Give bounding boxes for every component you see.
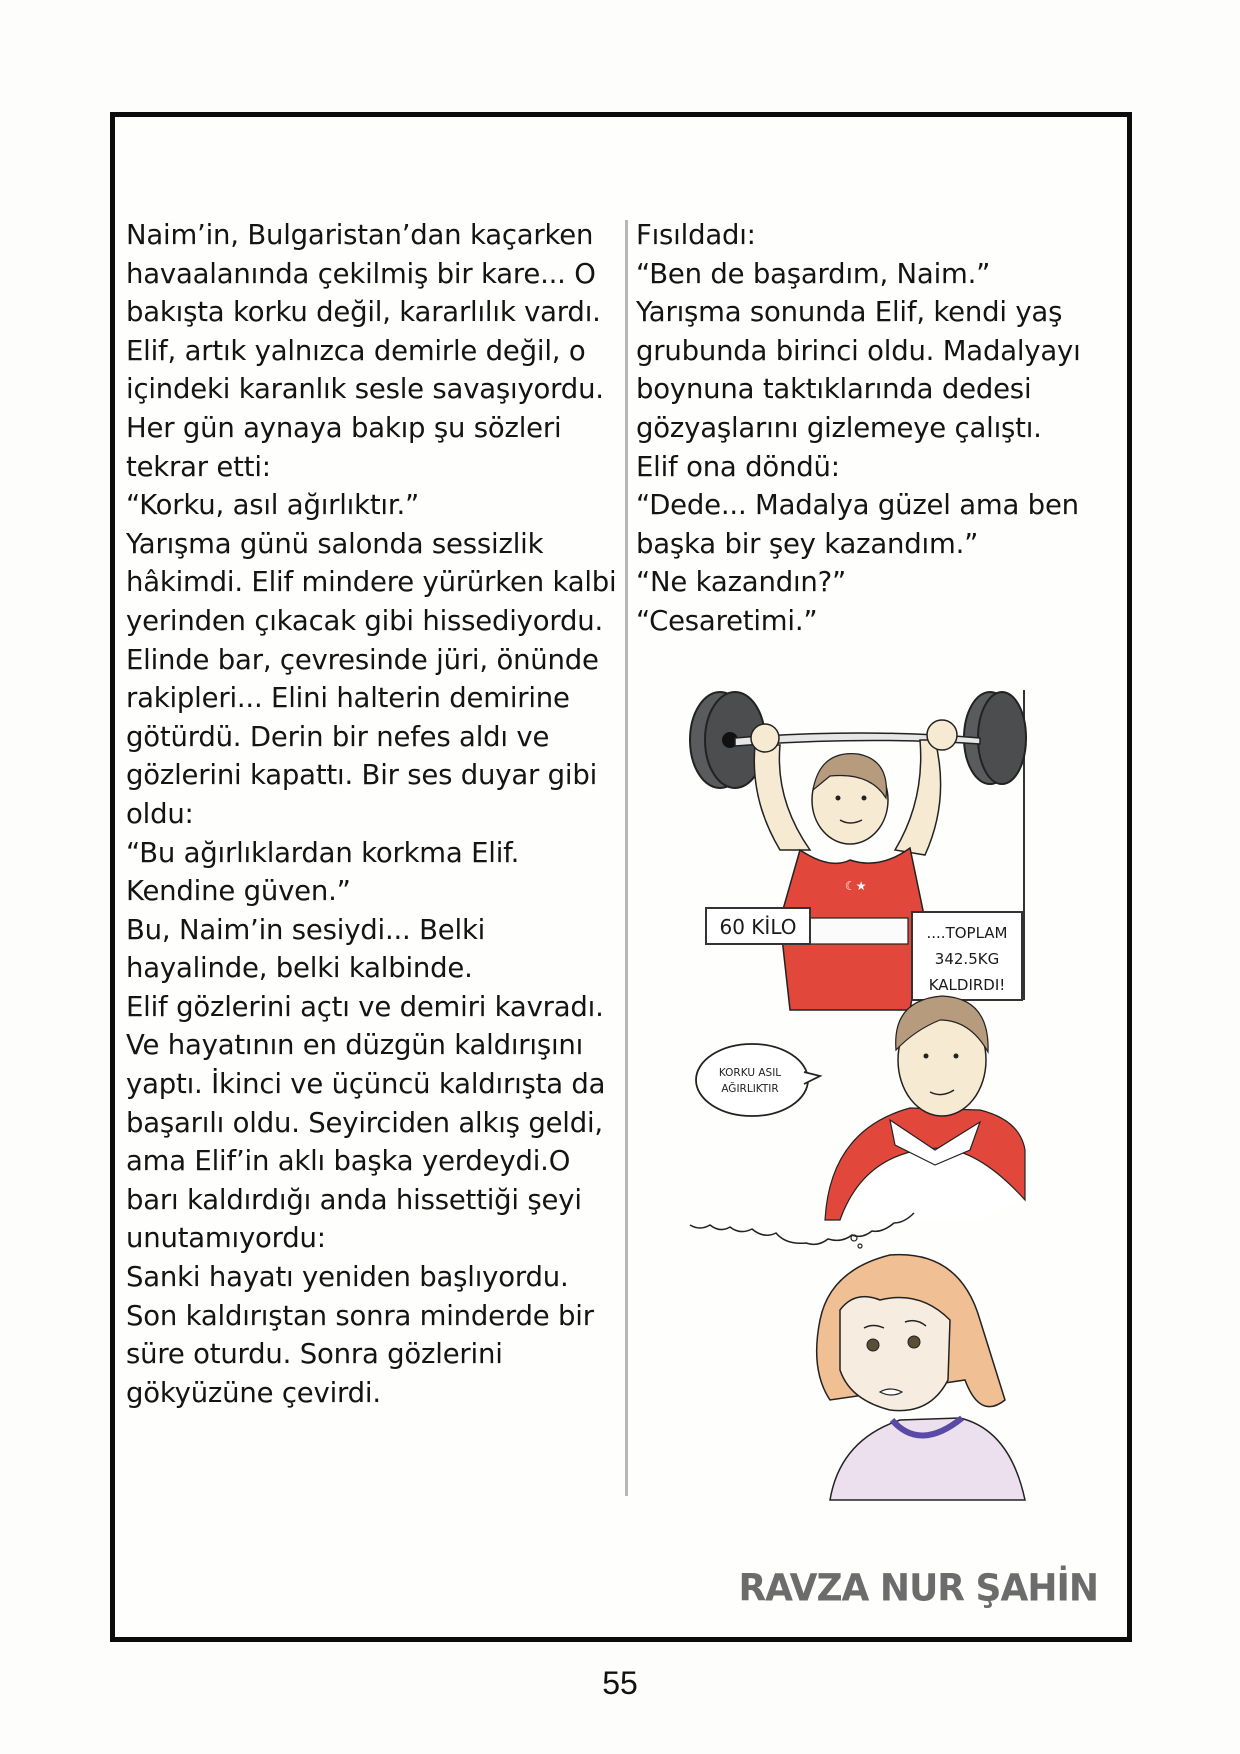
left-text-line: başarılı oldu. Seyirciden alkış geldi, [126,1106,603,1139]
eye [862,796,867,801]
eye [954,1054,959,1059]
left-text-line: ama Elif’in aklı başka yerdeydi.O [126,1145,571,1178]
right-text-line: “Ne kazandın?” [636,566,847,599]
speech-bubble [696,1044,808,1116]
column-divider [625,220,628,1496]
elif-panel [817,1255,1025,1500]
left-text-line: unutamıyordu: [126,1222,326,1255]
girl-shirt [830,1418,1025,1500]
right-text-line: Fısıldadı: [636,219,756,251]
left-text-line: Elif gözlerini açtı ve demiri kavradı. [126,990,604,1023]
caption-total [912,912,1022,1000]
right-text-line: başka bir şey kazandım.” [636,527,979,560]
left-text-line: Elif, artık yalnızca demirle değil, o [126,334,586,367]
right-text-line: gözyaşlarını gizlemeye çalıştı. [636,411,1042,444]
speech-bubble-tail [804,1072,820,1084]
left-text-line: “Korku, asıl ağırlıktır.” [126,489,420,522]
total-label-line-3: KALDIRDI! [928,976,1006,994]
right-text-line: “Dede... Madalya güzel ama ben [636,489,1079,522]
left-text-line: hâkimdi. Elif mindere yürürken kalbi [126,566,617,599]
girl-eye [867,1339,879,1351]
right-text-line: “Ben de başardım, Naim.” [636,257,991,290]
left-arm [754,745,810,850]
weight-class-label: 60 KİLO [719,915,797,939]
speech-line-2: AĞIRLIKTIR [721,1083,779,1095]
eye [924,1054,929,1059]
left-text-line: Naim’in, Bulgaristan’dan kaçarken [126,219,594,251]
right-text-line: “Cesaretimi.” [636,604,818,637]
page-number: 55 [602,1665,638,1701]
right-text-line: Elif ona döndü: [636,450,840,483]
left-text-line: yaptı. İkinci ve üçüncü kaldırışta da [126,1068,606,1101]
left-text-line: yerinden çıkacak gibi hissediyordu. [126,604,604,637]
right-text-line: boynuna taktıklarında dedesi [636,373,1032,406]
speech-line-1: KORKU ASIL [718,1067,782,1079]
illustration [680,680,1040,1510]
left-text-line: Ve hayatının en düzgün kaldırışını [126,1029,584,1062]
left-text-line: hayalinde, belki kalbinde. [126,952,473,985]
thought-dot [858,1244,862,1248]
flag-emblem: ☾★ [845,879,867,893]
left-text-line: havaalanında çekilmiş bir kare... O [126,257,596,290]
right-fist [927,720,957,750]
author-name: RAVZA NUR ŞAHİN [738,1566,1098,1611]
caption-weight-class [706,908,810,944]
eye [836,796,841,801]
right-text-line: Yarışma sonunda Elif, kendi yaş [636,296,1063,329]
left-text-line: gözlerini kapattı. Bir ses duyar gibi [126,759,598,792]
left-text-line: Elinde bar, çevresinde jüri, önünde [126,643,599,676]
left-text-line: Kendine güven.” [126,875,351,908]
left-text-line: Son kaldırıştan sonra minderde bir [126,1299,594,1332]
left-text-line: süre oturdu. Sonra gözlerini [126,1338,503,1371]
right-text-column [636,216,1081,641]
right-text-line: grubunda birinci oldu. Madalyayı [636,334,1081,367]
left-text-line: bakışta korku değil, kararlılık vardı. [126,296,601,329]
left-text-line: Her gün aynaya bakıp şu sözleri [126,411,562,444]
right-arm [895,740,941,855]
memory-panel [690,996,1025,1248]
left-text-line: oldu: [126,797,194,830]
left-text-column [126,216,617,1412]
left-text-line: Bu, Naim’in sesiydi... Belki [126,913,486,946]
left-text-line: götürdü. Derin bir nefes aldı ve [126,720,550,753]
right-weight-plate-inner [978,692,1026,784]
left-text-line: Yarışma günü salonda sessizlik [126,527,544,560]
left-text-line: rakipleri... Elini halterin demirine [126,682,570,715]
left-text-line: “Bu ağırlıklardan korkma Elif. [126,836,520,869]
left-text-line: tekrar etti: [126,450,271,483]
girl-eye [908,1336,920,1348]
left-text-line: barı kaldırdığı anda hissettiği şeyi [126,1183,582,1216]
total-label-line-1: ....TOPLAM [926,924,1008,942]
total-label-line-2: 342.5KG [934,950,1000,968]
left-text-line: Sanki hayatı yeniden başlıyordu. [126,1261,569,1294]
belt [808,918,908,944]
comic-illustration-svg [680,680,1040,1510]
left-text-line: içindeki karanlık sesle savaşıyordu. [126,373,604,406]
left-fist [751,724,779,752]
left-text-line: gökyüzüne çevirdi. [126,1376,381,1409]
